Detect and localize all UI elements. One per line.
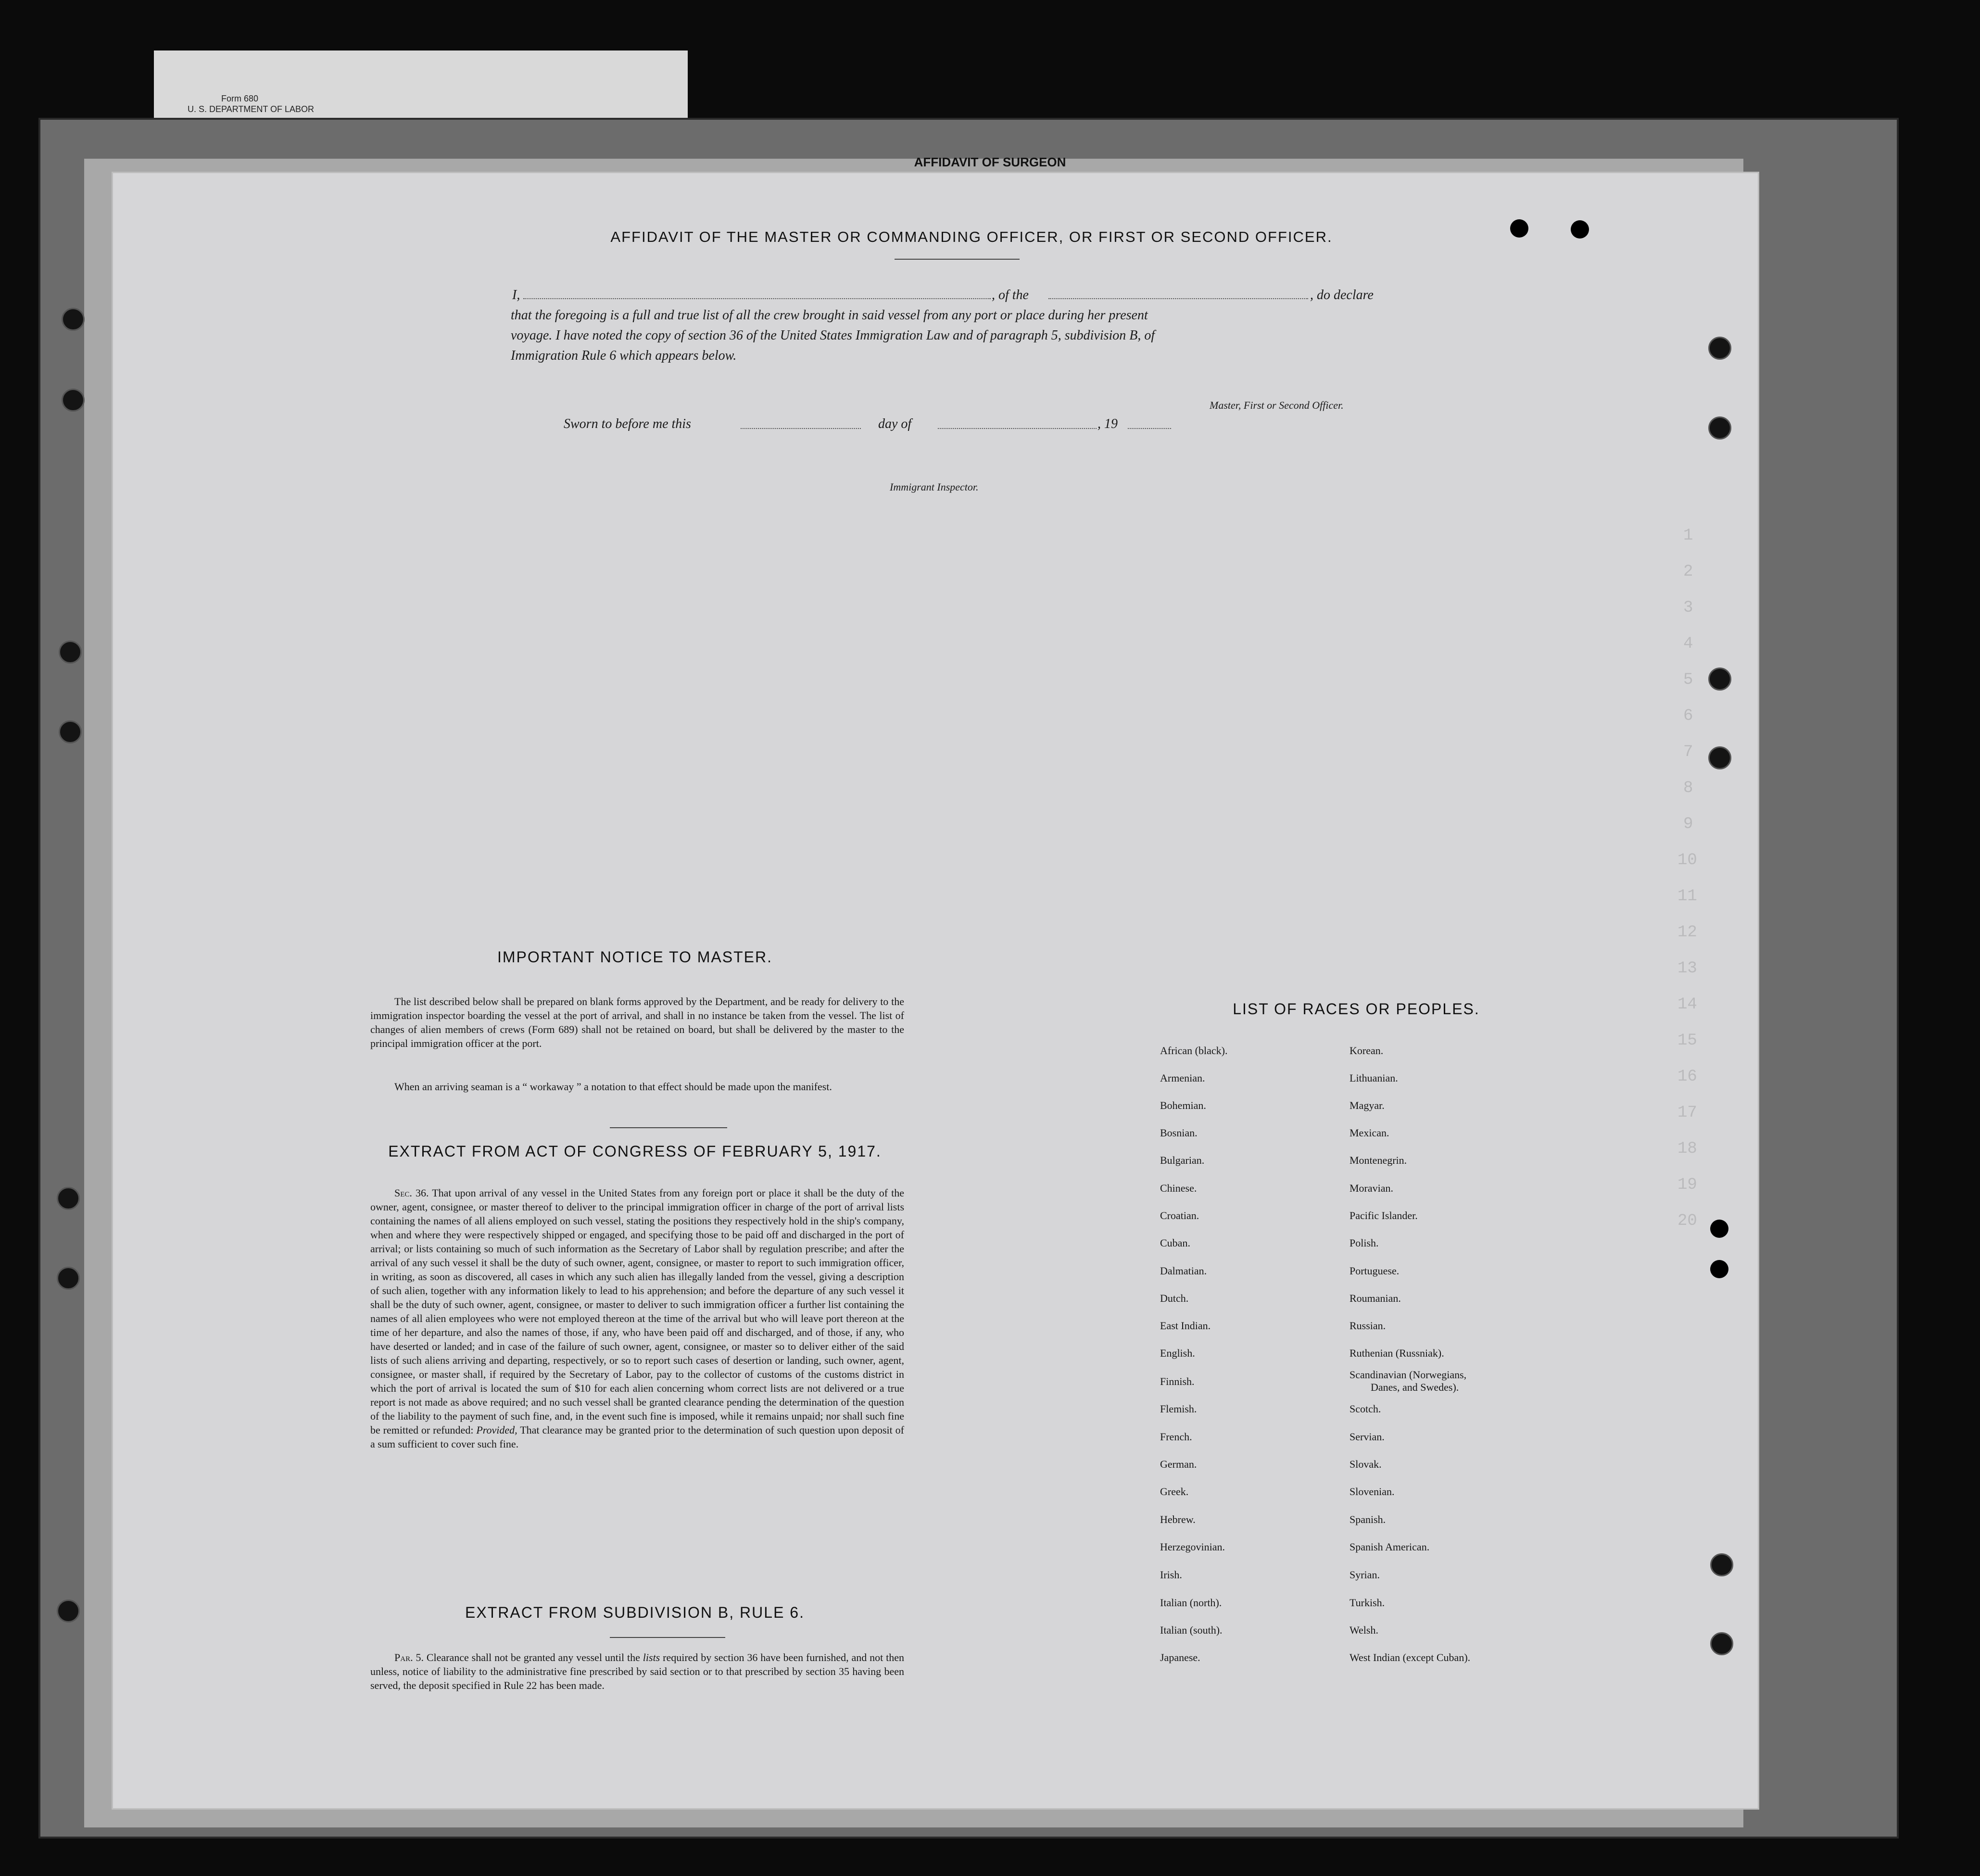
sworn-day-blank	[741, 428, 861, 429]
ghost-number: 4	[1683, 635, 1693, 653]
race-item: Korean.	[1349, 1045, 1384, 1057]
race-item: West Indian (except Cuban).	[1349, 1651, 1471, 1663]
race-item: Russian.	[1349, 1320, 1386, 1332]
race-item: Montenegrin.	[1349, 1154, 1407, 1166]
race-item: Ruthenian (Russniak).	[1349, 1347, 1444, 1359]
ghost-number: 15	[1677, 1032, 1697, 1050]
race-item: Syrian.	[1349, 1569, 1380, 1581]
notice-paragraph-2: When an arriving seaman is a “ workaway ” a notation to that effect should be made upon the manifest.	[394, 1081, 832, 1093]
extract-rule-title: EXTRACT FROM SUBDIVISION B, RULE 6.	[465, 1604, 805, 1621]
race-item-continued: Danes, and Swedes).	[1371, 1381, 1459, 1393]
provided-word: Provided,	[476, 1424, 517, 1436]
section-36-body: That upon arrival of any vessel in the United States from any foreign port or place it shall be the duty of the owner, agent, consignee, or master thereof to deliver to the principal immigration officer in charge of the port of arrival lists containing the names of all aliens employed on such vessel, stating the positions they respectively hold in the ship's company, when and where they were respectively shipped or engaged, and specifying those to be paid off and discharged in the port of arrival; or lists containing so much of such information as the Secretary of Labor shall by regulation prescribe; and after the arrival of any such vessel it shall be the duty of such owner, agent, consignee, or master to report to such immigration officer, in writing, as soon as discovered, all cases in which any such alien has illegally landed from the vessel, giving a description of such alien, together with any information likely to lead to his apprehension; and before the departure of any such vessel it shall be the duty of such owner, agent, consignee, or master to deliver to such immigration officer a further list containing the names of all alien employees who were not employed thereon at the time of the arrival but who will leave port thereon at the time of her departure, and also the names of those, if any, who have been paid off and discharged, and of those, if any, who have deserted or landed; and in case of the failure of such owner, agent, consignee, or master so to deliver either of the said lists of such aliens arriving and departing, respectively, or so to report such cases of desertion or landing, such owner, agent, consignee, or master shall, if required by the Secretary of Labor, pay to the collector of customs of the customs district in which the port of arrival is located the sum of $10 for each alien concerning whom correct lists are not delivered or a true report is not made as above required; and no such vessel shall be granted clearance pending the determination of the question of the liability to the payment of such fine, and, in the event such fine is imposed, while it remains unpaid; nor shall such fine be remitted or refunded:	[370, 1187, 904, 1436]
section-36-text	[370, 1186, 904, 1451]
notice-title: IMPORTANT NOTICE TO MASTER.	[497, 948, 772, 966]
race-item: Irish.	[1160, 1569, 1182, 1581]
ghost-number: 3	[1683, 599, 1693, 617]
ghost-number: 13	[1677, 959, 1697, 978]
race-item: Spanish.	[1349, 1513, 1386, 1525]
race-item: Italian (south).	[1160, 1624, 1223, 1636]
ghost-number: 14	[1677, 995, 1697, 1014]
race-item: Flemish.	[1160, 1403, 1197, 1415]
race-item: East Indian.	[1160, 1320, 1211, 1332]
affidavit-do-declare: , do declare	[1310, 288, 1374, 302]
sworn-text: Sworn to before me this	[564, 416, 691, 431]
race-item: German.	[1160, 1458, 1197, 1470]
month-blank	[938, 428, 1097, 429]
race-item: Pacific Islander.	[1349, 1209, 1418, 1221]
ghost-number: 1	[1683, 527, 1693, 545]
affidavit-line-3: voyage. I have noted the copy of section 36 of the United States Immigration Law and of paragraph 5, subdivision B, of	[511, 328, 1155, 343]
race-item: Cuban.	[1160, 1237, 1190, 1249]
inspector-label: Immigrant Inspector.	[890, 481, 979, 493]
par-text-a: Clearance shall not be granted any vessel until the	[426, 1651, 640, 1663]
par-label: Par. 5.	[394, 1651, 424, 1663]
notice-paragraph-1: The list described below shall be prepared on blank forms approved by the Department, and be ready for delivery to the immigration inspector boarding the vessel at the port of arrival, and shall in no instance be taken from the vessel. The list of changes of alien members of crews (Form 689) shall not be retained on board, but shall be delivered by the master to the principal immigration officer at the port.	[370, 995, 904, 1049]
extract-act-title: EXTRACT FROM ACT OF CONGRESS OF FEBRUARY 5, 1917.	[388, 1143, 882, 1160]
race-item: Dutch.	[1160, 1292, 1189, 1304]
race-item: Scandinavian (Norwegians,	[1349, 1369, 1467, 1381]
rule-rule	[610, 1637, 725, 1638]
ghost-number: 11	[1677, 887, 1697, 906]
back-form-department: U. S. DEPARTMENT OF LABOR	[188, 104, 315, 114]
affidavit-i: I,	[512, 288, 520, 302]
name-blank	[523, 298, 991, 299]
ghost-number: 7	[1683, 743, 1693, 761]
race-item: Moravian.	[1349, 1182, 1394, 1194]
affidavit-title: AFFIDAVIT OF THE MASTER OR COMMANDING OFFICER, OR FIRST OR SECOND OFFICER.	[610, 228, 1333, 245]
race-item: African (black).	[1160, 1045, 1228, 1057]
race-item: Portuguese.	[1349, 1265, 1400, 1277]
section-rule	[610, 1127, 727, 1128]
back-form-number: Form 680	[221, 94, 259, 103]
race-item: Armenian.	[1160, 1072, 1205, 1084]
race-item: Polish.	[1349, 1237, 1379, 1249]
race-item: Welsh.	[1349, 1624, 1378, 1636]
par-text-b: required by section 36 have been furnished, and not then unless, notice of liability to the administrative fine prescribed by said section or to that prescribed by section 35 having been served, the deposit specified in Rule 22 has been made.	[370, 1651, 905, 1691]
race-item: Japanese.	[1160, 1651, 1200, 1663]
ghost-number: 10	[1677, 851, 1697, 869]
race-item: Croatian.	[1160, 1209, 1199, 1221]
year-text: , 19	[1097, 416, 1118, 431]
year-blank	[1128, 428, 1171, 429]
race-item: Hebrew.	[1160, 1513, 1196, 1525]
race-item: Slovak.	[1349, 1458, 1382, 1470]
surgeon-affidavit-label: AFFIDAVIT OF SURGEON	[914, 155, 1066, 169]
day-of-text: day of	[878, 416, 912, 431]
race-item: Finnish.	[1160, 1375, 1195, 1387]
race-item: Servian.	[1349, 1431, 1385, 1443]
ghost-number: 12	[1677, 923, 1697, 942]
race-item: Italian (north).	[1160, 1597, 1222, 1609]
ghost-number: 19	[1677, 1176, 1697, 1194]
ghost-number: 18	[1677, 1140, 1697, 1158]
race-item: French.	[1160, 1431, 1192, 1443]
vessel-blank	[1048, 298, 1308, 299]
title-rule	[895, 259, 1020, 260]
race-item: Bosnian.	[1160, 1127, 1198, 1139]
race-item: Mexican.	[1349, 1127, 1389, 1139]
ghost-number: 16	[1677, 1068, 1697, 1086]
race-item: Bohemian.	[1160, 1099, 1206, 1111]
affidavit-line-4: Immigration Rule 6 which appears below.	[511, 348, 737, 363]
race-item: Lithuanian.	[1349, 1072, 1398, 1084]
race-item: Dalmatian.	[1160, 1265, 1207, 1277]
ghost-number: 17	[1677, 1104, 1697, 1122]
races-title: LIST OF RACES OR PEOPLES.	[1233, 1000, 1480, 1018]
race-item: Bulgarian.	[1160, 1154, 1205, 1166]
affidavit-line-2: that the foregoing is a full and true list of all the crew brought in said vessel from any port or place during her present	[511, 308, 1148, 323]
paragraph-5-text	[370, 1650, 904, 1692]
race-item: Roumanian.	[1349, 1292, 1401, 1304]
race-item: Magyar.	[1349, 1099, 1385, 1111]
race-item: Turkish.	[1349, 1597, 1385, 1609]
ghost-number: 5	[1683, 671, 1693, 689]
ghost-number: 6	[1683, 707, 1693, 725]
race-item: Spanish American.	[1349, 1541, 1430, 1553]
section-label: Sec. 36.	[394, 1187, 429, 1199]
affidavit-of-the: , of the	[992, 288, 1029, 302]
signer-label: Master, First or Second Officer.	[1210, 399, 1344, 411]
race-item: English.	[1160, 1347, 1195, 1359]
race-item: Slovenian.	[1349, 1486, 1395, 1498]
race-item: Chinese.	[1160, 1182, 1197, 1194]
ghost-number: 8	[1683, 779, 1693, 797]
section-36-tail: That clearance may be granted prior to the determination of such question upon deposit of a sum sufficient to cover such fine.	[370, 1424, 904, 1450]
race-item: Greek.	[1160, 1486, 1189, 1498]
par-lists: lists	[643, 1651, 660, 1663]
ghost-number: 9	[1683, 815, 1693, 833]
ghost-number: 2	[1683, 563, 1693, 581]
ghost-number: 20	[1677, 1212, 1697, 1230]
race-item: Scotch.	[1349, 1403, 1381, 1415]
race-item: Herzegovinian.	[1160, 1541, 1225, 1553]
